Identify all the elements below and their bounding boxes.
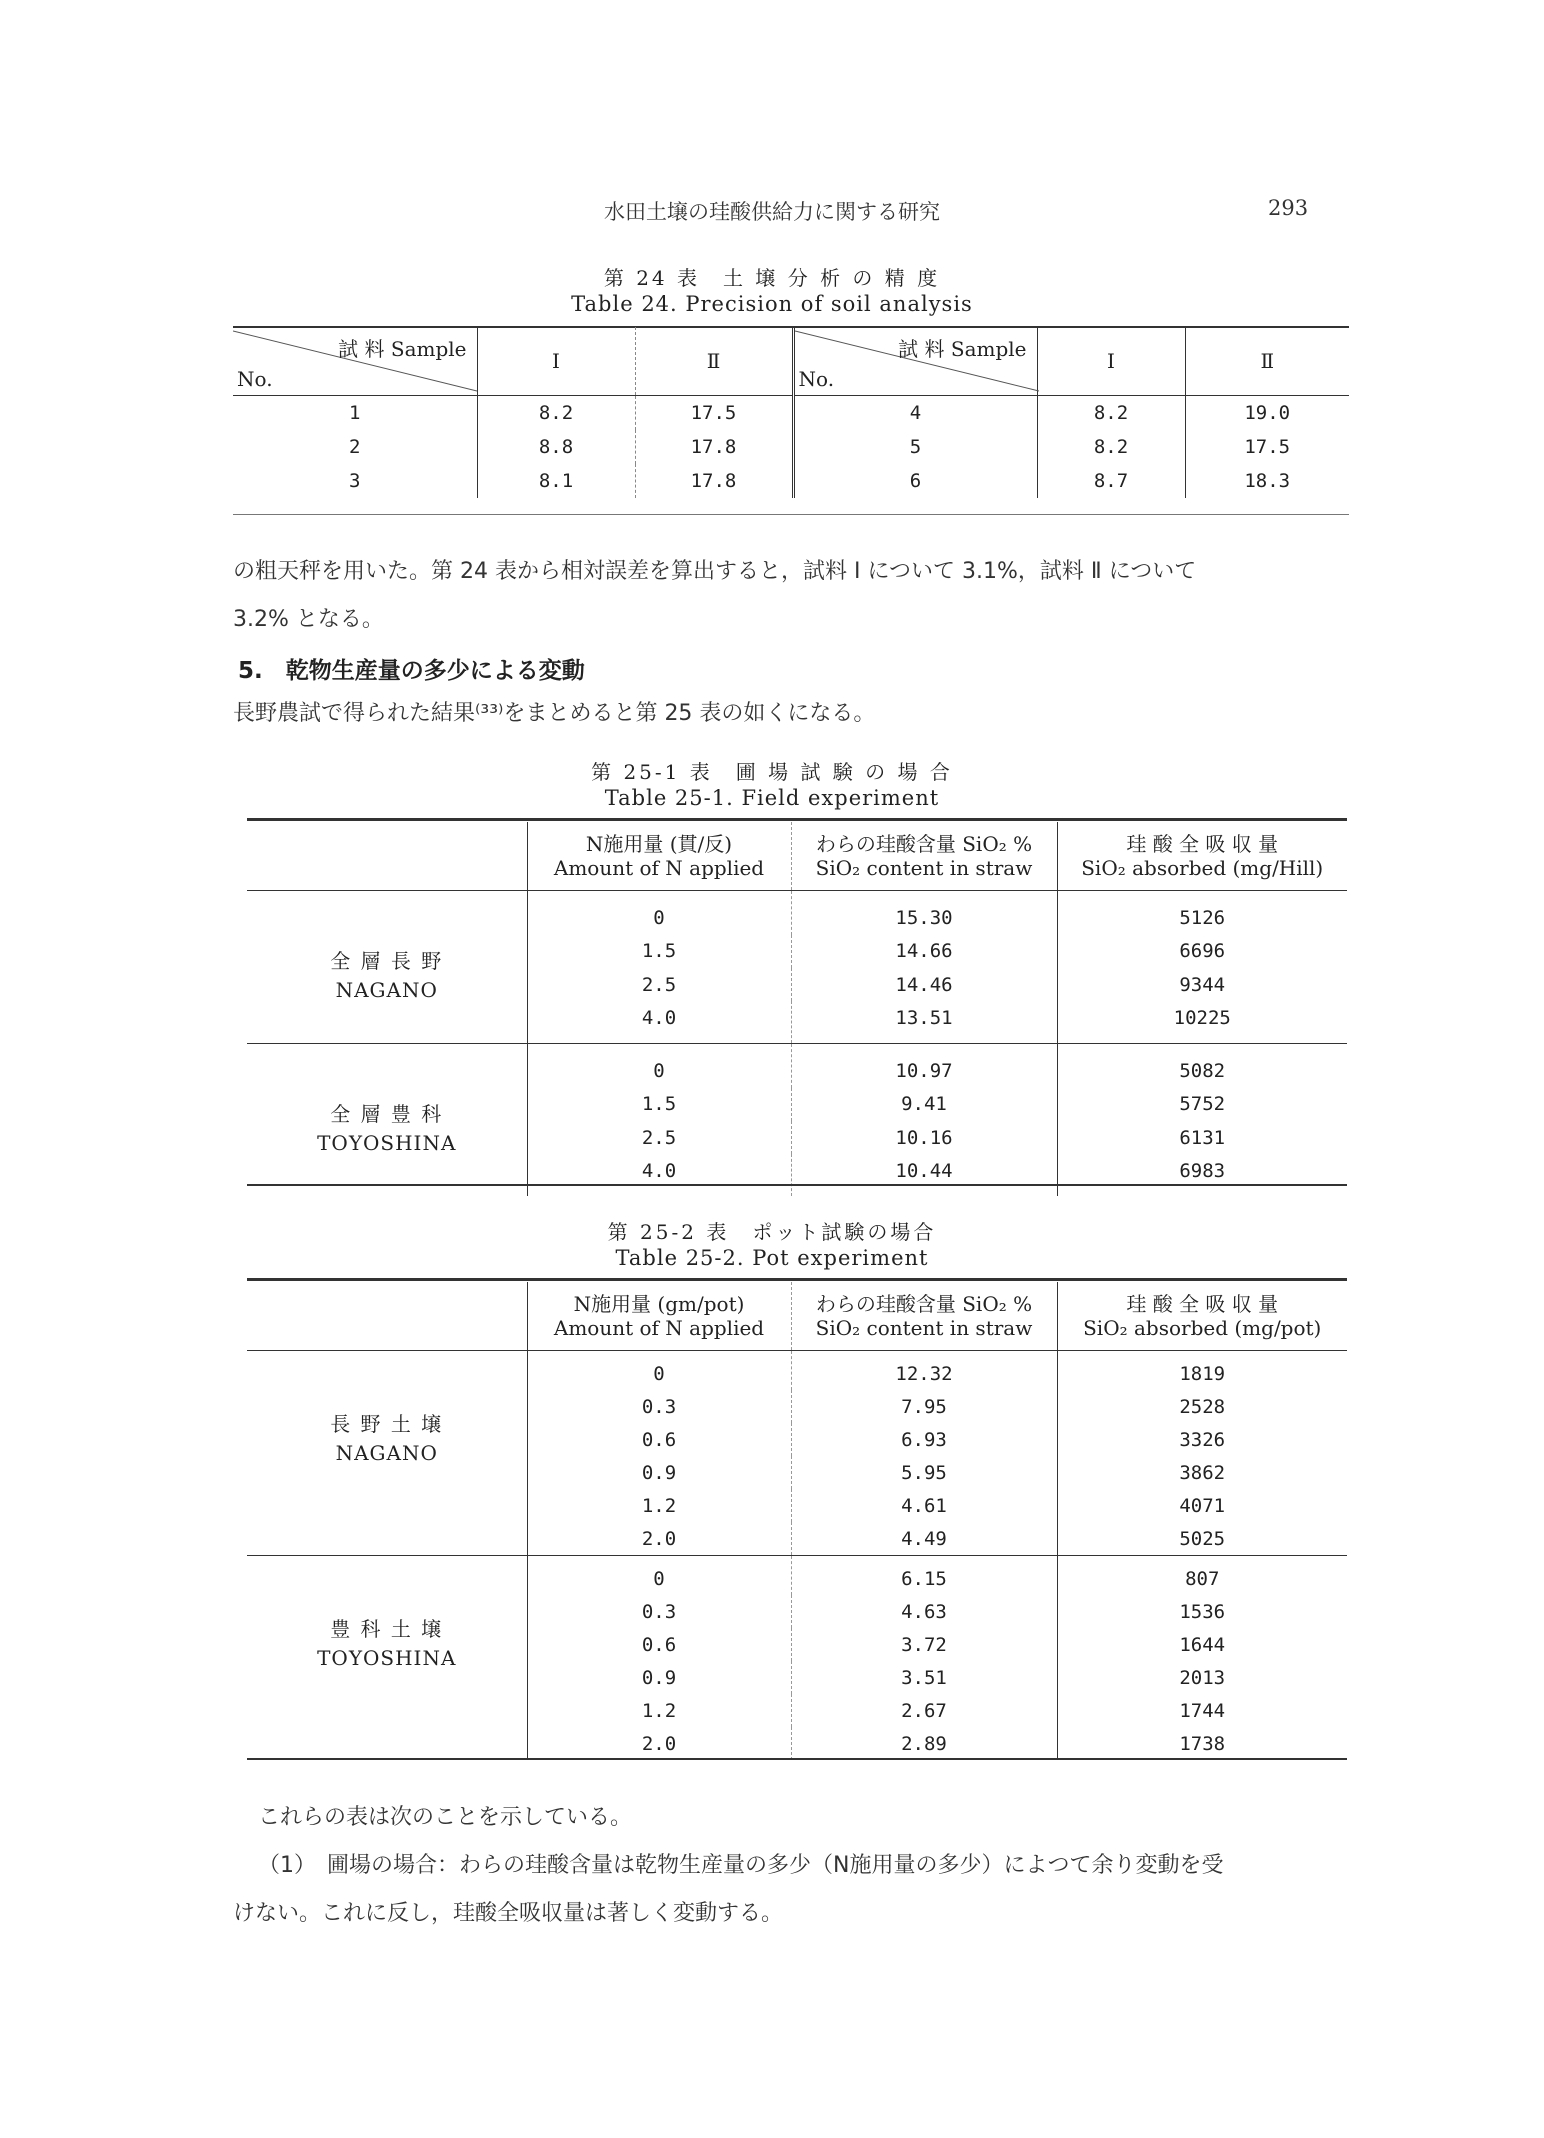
- table24-caption-en: Table 24. Precision of soil analysis: [571, 292, 973, 316]
- table25-2: [247, 1282, 1347, 1760]
- cell-sample-I: 8.2: [1037, 430, 1185, 464]
- cell-n-applied: 0.6: [527, 1628, 791, 1661]
- header-sio2-absorbed: [1057, 822, 1347, 891]
- cell-sio2-absorbed: 1738: [1179, 1732, 1226, 1755]
- cell-no: 6: [793, 464, 1037, 498]
- site-name-jp: 全 層 豊 科: [330, 1102, 444, 1126]
- cell-sio2-content: 13.51: [791, 1001, 1057, 1043]
- cell-sio2-absorbed: 807: [1057, 1556, 1347, 1596]
- cell-sio2-absorbed: 2528: [1179, 1395, 1226, 1418]
- cell-no: 3: [233, 464, 477, 498]
- cell-sio2-content: 14.46: [791, 968, 1057, 1001]
- table24-bottom-rule: [233, 514, 1349, 515]
- table25-2-caption-jp: 第 25-2 表 ポット試験の場合: [607, 1220, 937, 1244]
- diag-sample-label: 試 料 Sample: [898, 337, 1027, 361]
- cell-n-applied: 2.5: [527, 968, 791, 1001]
- cell-n-applied: 0.6: [527, 1423, 791, 1456]
- header-blank-cell: [247, 1282, 527, 1351]
- cell-n-applied: 0: [527, 1556, 791, 1596]
- header-sio2-absorbed: [1057, 1282, 1347, 1351]
- paragraph-line: の粗天秤を用いた。第 24 表から相対誤差を算出すると，試料 Ⅰ について 3.1%，試料 Ⅱ について: [233, 559, 1197, 584]
- diag-sample-label: 試 料 Sample: [338, 337, 467, 361]
- cell-sio2-content: 2.67: [791, 1694, 1057, 1727]
- cell-sio2-content: 7.95: [791, 1390, 1057, 1423]
- site-name-jp: 豊 科 土 壌: [330, 1617, 444, 1641]
- header-sio2-content-en: SiO₂ content in straw: [815, 856, 1033, 880]
- table25-2-caption-en: Table 25-2. Pot experiment: [615, 1246, 929, 1270]
- cell-n-applied: 1.5: [527, 935, 791, 968]
- header-blank-cell: [247, 822, 527, 891]
- table25-2-header-row: [247, 1282, 1347, 1351]
- table25-1-caption-en: Table 25-1. Field experiment: [604, 786, 940, 810]
- cell-sio2-content: 5.95: [791, 1456, 1057, 1489]
- table24-col-II-right: Ⅱ: [1185, 327, 1349, 396]
- header-n-applied: [527, 822, 791, 891]
- header-sio2-content-jp: わらの珪酸含量 SiO₂ %: [815, 832, 1033, 856]
- cell-sio2-absorbed: 3862: [1179, 1461, 1226, 1484]
- cell-n-applied: 1.2: [527, 1489, 791, 1522]
- cell-n-applied: 1.5: [527, 1088, 791, 1121]
- paragraph-line: これらの表は次のことを示している。: [258, 1805, 633, 1830]
- table24-diag-header-right: [793, 327, 1037, 396]
- cell-sio2-content: 4.49: [791, 1522, 1057, 1556]
- site-name-jp: 全 層 長 野: [330, 949, 444, 973]
- running-title: 水田土壌の珪酸供給力に関する研究: [604, 200, 940, 224]
- cell-sio2-absorbed: 9344: [1179, 973, 1226, 996]
- table24-col-I-right: Ⅰ: [1037, 327, 1185, 396]
- cell-sio2-absorbed: 1744: [1179, 1699, 1226, 1722]
- header-n-applied: [527, 1282, 791, 1351]
- cell-sio2-content: 14.66: [791, 935, 1057, 968]
- table-row: [233, 396, 1349, 431]
- cell-sio2-absorbed: 6696: [1179, 940, 1226, 963]
- cell-sio2-content: 15.30: [791, 891, 1057, 935]
- cell-sio2-content: 6.15: [791, 1556, 1057, 1596]
- cell-sio2-content: 3.51: [791, 1661, 1057, 1694]
- cell-sample-I: 8.1: [477, 464, 635, 498]
- cell-sample-I: 8.7: [1037, 464, 1185, 498]
- cell-sio2-content: 6.93: [791, 1423, 1057, 1456]
- table-row: [247, 1556, 1347, 1596]
- cell-sio2-absorbed: 10225: [1173, 1007, 1231, 1030]
- header-sio2-absorbed-en: SiO₂ absorbed (mg/Hill): [1081, 856, 1324, 880]
- cell-n-applied: 4.0: [527, 1001, 791, 1043]
- header-sio2-content-en: SiO₂ content in straw: [815, 1316, 1033, 1340]
- cell-sio2-absorbed: 5082: [1057, 1044, 1347, 1088]
- cell-n-applied: 2.5: [527, 1121, 791, 1154]
- table25-2-top-rule: [247, 1278, 1347, 1281]
- page-number: 293: [1268, 196, 1309, 220]
- cell-sio2-absorbed: 1819: [1179, 1362, 1226, 1385]
- site-name-jp: 長 野 土 壌: [330, 1412, 444, 1436]
- table-row: [247, 891, 1347, 935]
- site-cell: [247, 1556, 527, 1761]
- cell-sample-I: 8.8: [477, 430, 635, 464]
- header-sio2-content-jp: わらの珪酸含量 SiO₂ %: [815, 1292, 1033, 1316]
- cell-sio2-content: 4.61: [791, 1489, 1057, 1522]
- header-n-applied-jp: N施用量 (貫/反): [585, 832, 733, 856]
- paragraph-line: 長野農試で得られた結果⁽³³⁾をまとめると第 25 表の如くになる。: [233, 701, 876, 726]
- cell-sio2-content: 12.32: [791, 1351, 1057, 1391]
- cell-sample-II: 17.5: [1244, 436, 1291, 458]
- cell-sio2-absorbed: 4071: [1179, 1494, 1226, 1517]
- cell-sio2-absorbed: 5025: [1179, 1527, 1226, 1550]
- cell-n-applied: 1.2: [527, 1694, 791, 1727]
- diag-no-label: No.: [798, 367, 835, 391]
- cell-sio2-content: 10.16: [791, 1121, 1057, 1154]
- site-cell: [247, 1351, 527, 1556]
- header-sio2-absorbed-jp: 珪 酸 全 吸 収 量: [1126, 1292, 1279, 1316]
- header-sio2-content: [791, 1282, 1057, 1351]
- table25-1-header-row: [247, 822, 1347, 891]
- cell-n-applied: 0: [527, 891, 791, 935]
- cell-n-applied: 0.3: [527, 1595, 791, 1628]
- site-name-en: NAGANO: [335, 978, 438, 1002]
- cell-sample-II: 17.5: [635, 396, 793, 431]
- site-name-en: TOYOSHINA: [317, 1646, 457, 1670]
- site-name-en: NAGANO: [335, 1441, 438, 1465]
- cell-no: 5: [793, 430, 1037, 464]
- cell-sio2-content: 2.89: [791, 1727, 1057, 1760]
- cell-n-applied: 0.3: [527, 1390, 791, 1423]
- header-sio2-content: [791, 822, 1057, 891]
- cell-n-applied: 4.0: [527, 1154, 791, 1196]
- table24: [233, 327, 1349, 498]
- cell-n-applied: 0: [527, 1351, 791, 1391]
- site-cell: [247, 1044, 527, 1197]
- table25-1-caption-jp: 第 25-1 表 圃 場 試 験 の 場 合: [591, 760, 953, 784]
- table-row: [247, 1044, 1347, 1088]
- cell-sio2-absorbed: 3326: [1179, 1428, 1226, 1451]
- table24-col-I: Ⅰ: [477, 327, 635, 396]
- table25-2-bottom-rule: [247, 1758, 1347, 1760]
- cell-sio2-absorbed: 2013: [1179, 1666, 1226, 1689]
- table25-1-bottom-rule: [247, 1184, 1347, 1186]
- table25-1-top-rule: [247, 818, 1347, 821]
- paragraph-line: 3.2% となる。: [233, 607, 384, 632]
- table24-diag-header-left: [233, 327, 477, 396]
- cell-sio2-content: 4.63: [791, 1595, 1057, 1628]
- cell-n-applied: 2.0: [527, 1727, 791, 1760]
- section-heading: 5. 乾物生産量の多少による変動: [238, 658, 585, 684]
- cell-n-applied: 0: [527, 1044, 791, 1088]
- cell-sample-II: 18.3: [1244, 470, 1291, 492]
- cell-n-applied: 2.0: [527, 1522, 791, 1556]
- cell-no: 2: [233, 430, 477, 464]
- cell-sample-I: 8.2: [1037, 396, 1185, 431]
- cell-sample-II: 17.8: [635, 430, 793, 464]
- paragraph-line: （1） 圃場の場合：わらの珪酸含量は乾物生産量の多少（N施用量の多少）によつて余り変動を受: [258, 1853, 1224, 1878]
- cell-sio2-absorbed: 1644: [1179, 1633, 1226, 1656]
- cell-sio2-absorbed: 6131: [1179, 1126, 1226, 1149]
- cell-sample-II: 17.8: [635, 464, 793, 498]
- cell-sio2-absorbed: 6983: [1179, 1160, 1226, 1183]
- site-cell: [247, 891, 527, 1044]
- table-row: [247, 1351, 1347, 1391]
- table-row: [233, 464, 1349, 498]
- header-n-applied-jp: N施用量 (gm/pot): [573, 1292, 745, 1316]
- cell-sio2-content: 9.41: [791, 1088, 1057, 1121]
- table24-caption-jp: 第 24 表 土 壌 分 析 の 精 度: [603, 266, 941, 290]
- cell-sample-II: 19.0: [1244, 402, 1291, 424]
- site-name-en: TOYOSHINA: [317, 1131, 457, 1155]
- table-row: [233, 430, 1349, 464]
- cell-no: 4: [793, 396, 1037, 431]
- table24-col-II: Ⅱ: [635, 327, 793, 396]
- header-sio2-absorbed-en: SiO₂ absorbed (mg/pot): [1083, 1316, 1322, 1340]
- cell-sio2-absorbed: 1536: [1179, 1600, 1226, 1623]
- header-n-applied-en: Amount of N applied: [553, 1316, 765, 1340]
- cell-sio2-content: 10.44: [791, 1154, 1057, 1196]
- cell-sample-I: 8.2: [477, 396, 635, 431]
- cell-n-applied: 0.9: [527, 1456, 791, 1489]
- cell-sio2-content: 10.97: [791, 1044, 1057, 1088]
- header-sio2-absorbed-jp: 珪 酸 全 吸 収 量: [1126, 832, 1279, 856]
- paragraph-line: けない。これに反し，珪酸全吸収量は著しく変動する。: [233, 1901, 784, 1926]
- cell-sio2-content: 3.72: [791, 1628, 1057, 1661]
- diag-no-label: No.: [237, 367, 273, 391]
- cell-no: 1: [233, 396, 477, 431]
- cell-sio2-absorbed: 5752: [1179, 1093, 1226, 1116]
- table24-header-row: [233, 327, 1349, 396]
- header-n-applied-en: Amount of N applied: [553, 856, 765, 880]
- table25-1: [247, 822, 1347, 1196]
- cell-n-applied: 0.9: [527, 1661, 791, 1694]
- cell-sio2-absorbed: 5126: [1179, 906, 1226, 929]
